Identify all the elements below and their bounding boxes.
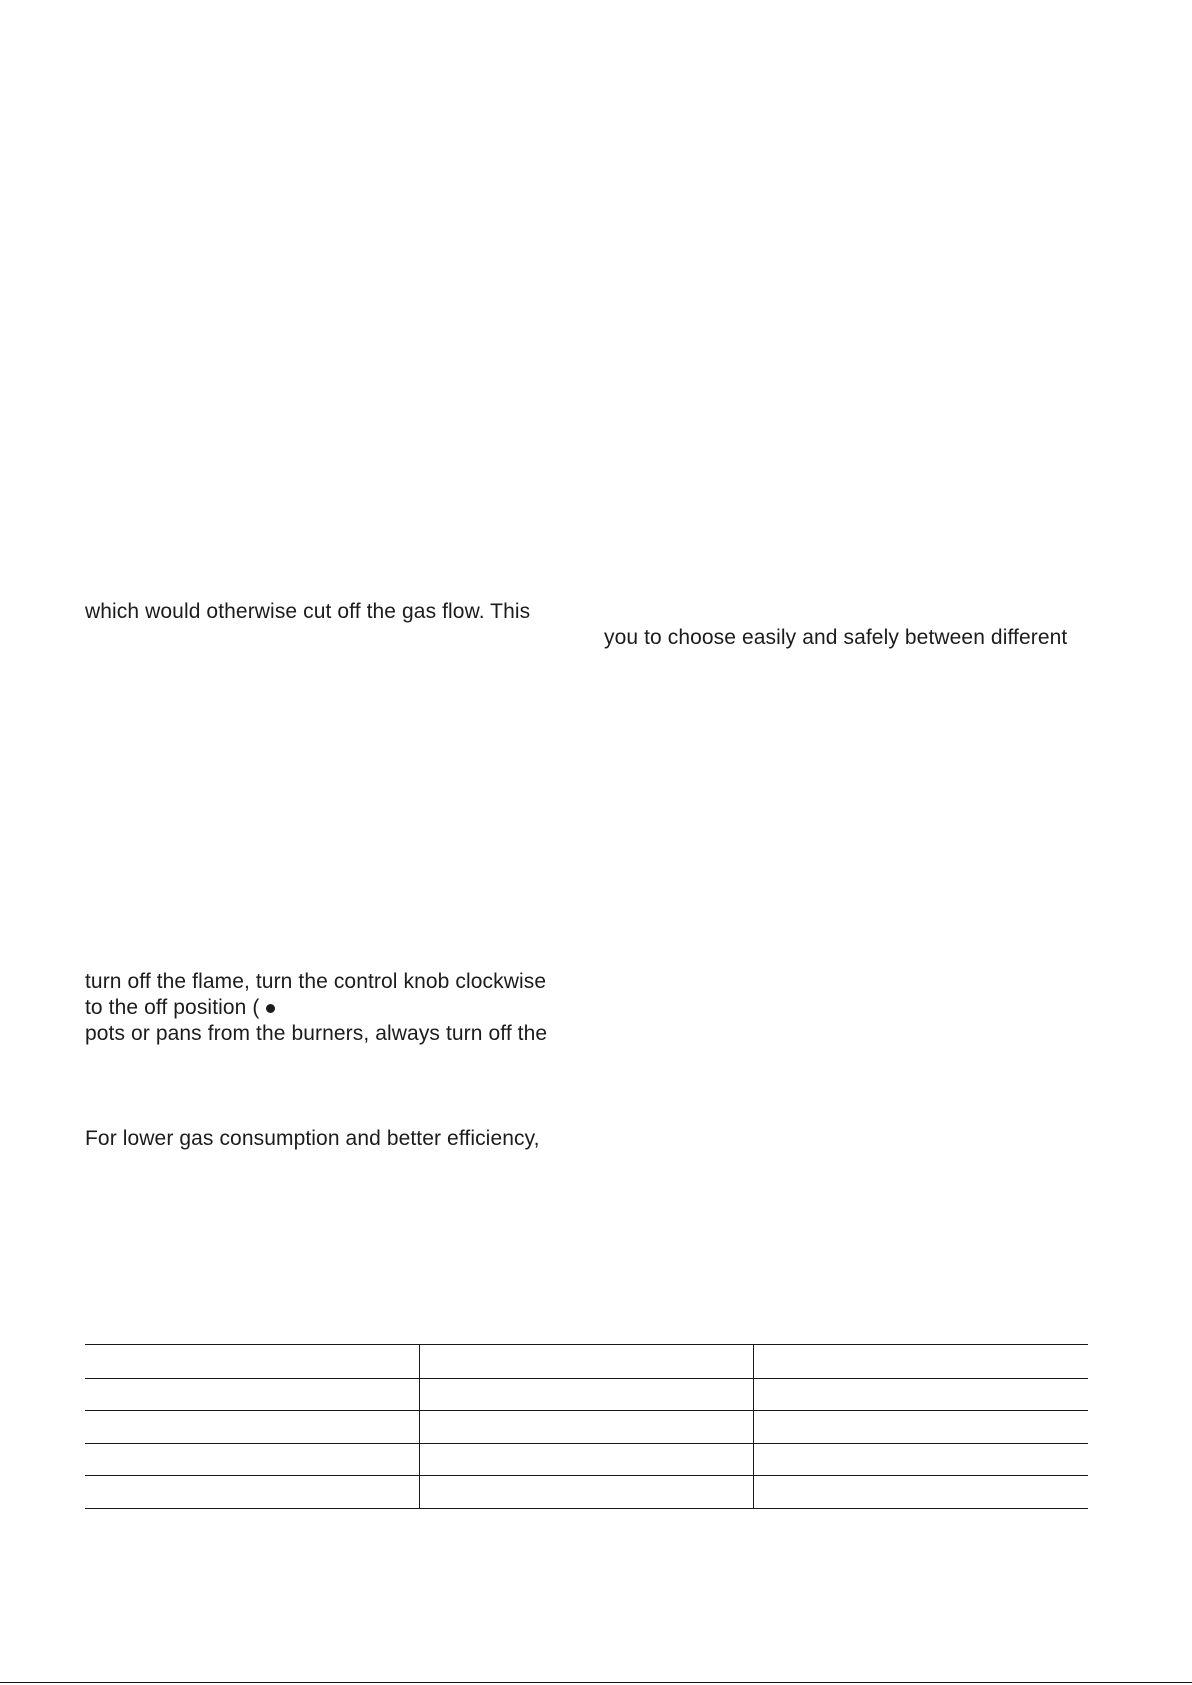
table-column-divider bbox=[753, 1344, 754, 1509]
text-line-turn-off: turn off the flame, turn the control knob clockwise bbox=[85, 970, 547, 993]
text-line-off-position bbox=[85, 995, 275, 1021]
text-line-consumption: For lower gas consumption and better efficiency, bbox=[85, 1127, 540, 1150]
table-column-divider bbox=[419, 1344, 420, 1509]
off-position-dot-icon bbox=[266, 1004, 275, 1013]
table-border-top bbox=[85, 1344, 1088, 1345]
table-row-divider bbox=[85, 1378, 1088, 1379]
text-line-gas-flow: which would otherwise cut off the gas flow. This bbox=[85, 600, 531, 623]
page-bottom-rule bbox=[0, 1682, 1192, 1683]
burner-table bbox=[85, 1344, 1088, 1509]
off-position-text: to the off position ( bbox=[85, 996, 260, 1019]
text-line-pots: pots or pans from the burners, always turn off the bbox=[85, 1022, 548, 1045]
table-border-bottom bbox=[85, 1508, 1088, 1509]
text-line-choose: you to choose easily and safely between different bbox=[604, 626, 1068, 649]
table-row-divider bbox=[85, 1410, 1088, 1411]
table-row-divider bbox=[85, 1475, 1088, 1476]
table-row-divider bbox=[85, 1443, 1088, 1444]
